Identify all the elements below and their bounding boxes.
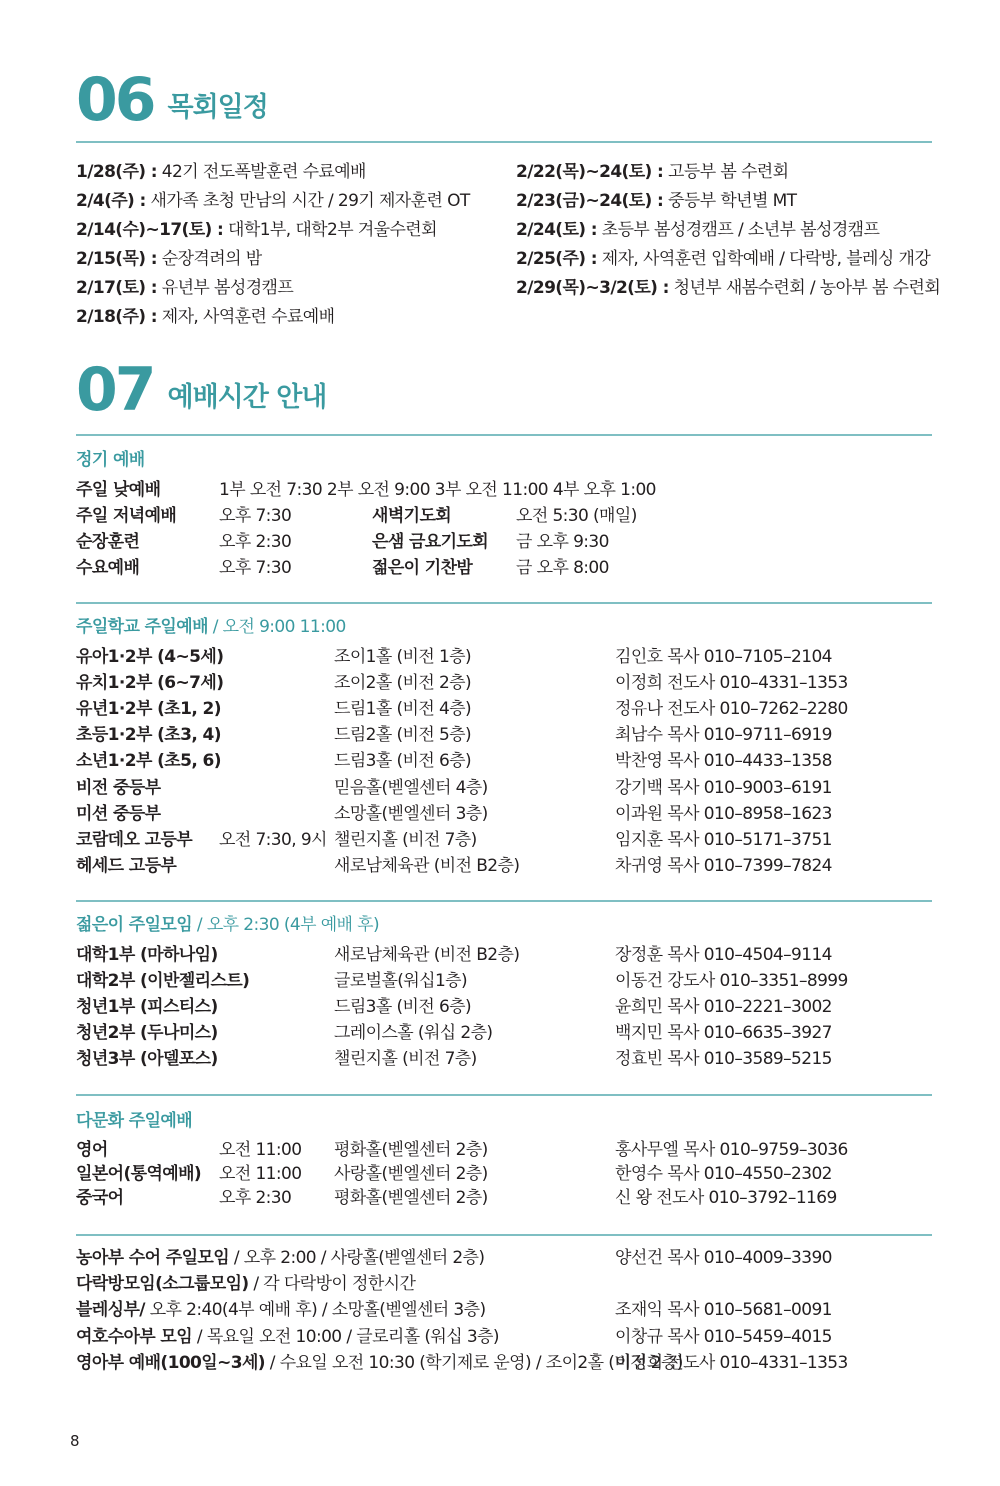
schedule-text: 제자, 사역훈련 수료예배 bbox=[156, 307, 335, 327]
schedule-item bbox=[76, 220, 437, 240]
divider bbox=[76, 900, 932, 902]
schedule-text: 초등부 봄성경캠프 / 소년부 봄성경캠프 bbox=[596, 220, 880, 240]
contact: 신 왕 전도사 010–3792–1169 bbox=[615, 1188, 837, 1208]
schedule-text: 42기 전도폭발훈련 수료예배 bbox=[156, 162, 366, 182]
section-06-header bbox=[76, 65, 268, 135]
schedule-date: 2/29(목)~3/2(토) : bbox=[516, 278, 669, 298]
group-name: 대학2부 (이반젤리스트) bbox=[76, 971, 250, 992]
divider bbox=[76, 434, 932, 436]
schedule-text: 제자, 사역훈련 입학예배 / 다락방, 블레싱 개강 bbox=[596, 249, 931, 269]
meeting-time: 오전 11:00 bbox=[219, 1140, 302, 1160]
contact: 백지민 목사 010–6635–3927 bbox=[615, 1023, 832, 1044]
contact: 이창규 목사 010–5459–4015 bbox=[615, 1326, 832, 1347]
meeting-place: 그레이스홀 (워십 2층) bbox=[334, 1023, 493, 1044]
worship-time: 오전 5:30 (매일) bbox=[516, 506, 637, 526]
schedule-date: 2/23(금)~24(토) : bbox=[516, 191, 664, 211]
schedule-text: 대학1부, 대학2부 겨울수련회 bbox=[223, 220, 437, 240]
meeting-detail: 오후 2:40(4부 예배 후) / 소망홀(벧엘센터 3층) bbox=[144, 1300, 486, 1321]
worship-name: 수요예배 bbox=[76, 558, 140, 578]
schedule-item bbox=[76, 249, 262, 269]
schedule-date: 1/28(주) : bbox=[76, 162, 157, 182]
meeting-item bbox=[76, 1353, 683, 1373]
meeting-place: 드림3홀 (비전 6층) bbox=[334, 751, 472, 772]
schedule-item bbox=[76, 278, 293, 298]
worship-name: 새벽기도회 bbox=[372, 506, 452, 526]
meeting-name: 다락방모임(소그룹모임) bbox=[76, 1274, 249, 1295]
contact: 한영수 목사 010–4550–2302 bbox=[615, 1164, 832, 1184]
meeting-place: 믿음홀(벧엘센터 4층) bbox=[334, 777, 488, 798]
meeting-name: 영아부 예배(100일~3세) bbox=[76, 1352, 265, 1373]
schedule-date: 2/15(목) : bbox=[76, 249, 157, 269]
section-number: 07 bbox=[76, 355, 154, 425]
group-name: 중국어 bbox=[76, 1188, 124, 1208]
meeting-place: 소망홀(벧엘센터 3층) bbox=[334, 803, 488, 824]
meeting-place: 챌린지홀 (비전 7층) bbox=[334, 1049, 477, 1070]
worship-name: 은샘 금요기도회 bbox=[372, 532, 489, 552]
meeting-detail: / 수요일 오전 10:30 (학기제로 운영) / 조이2홀 (비전 2층) bbox=[264, 1352, 683, 1373]
schedule-date: 2/17(토) : bbox=[76, 278, 157, 298]
meeting-detail: / 목요일 오전 10:00 / 글로리홀 (워십 3층) bbox=[192, 1326, 499, 1347]
group-name: 일본어(통역예배) bbox=[76, 1164, 202, 1184]
worship-name: 젊은이 기찬밤 bbox=[372, 558, 473, 578]
group-name: 대학1부 (마하나임) bbox=[76, 945, 218, 965]
worship-time: 금 오후 8:00 bbox=[516, 558, 609, 578]
schedule-date: 2/22(목)~24(토) : bbox=[516, 162, 664, 182]
schedule-item bbox=[516, 191, 796, 211]
section-title: 예배시간 안내 bbox=[167, 382, 327, 413]
group-name: 청년1부 (피스티스) bbox=[76, 997, 218, 1018]
contact: 장정훈 목사 010–4504–9114 bbox=[615, 945, 832, 965]
meeting-name: 농아부 수어 주일모임 bbox=[76, 1248, 230, 1268]
group-name: 코람데오 고등부 bbox=[76, 829, 193, 850]
meeting-name: 여호수아부 모임 bbox=[76, 1326, 193, 1347]
meeting-detail: / 각 다락방이 정한시간 bbox=[248, 1274, 416, 1295]
contact: 이정희 전도사 010–4331–1353 bbox=[615, 1352, 848, 1373]
meeting-place: 드림1홀 (비전 4층) bbox=[334, 699, 472, 720]
contact: 정유나 전도사 010–7262–2280 bbox=[615, 699, 848, 720]
group-name: 청년3부 (아델포스) bbox=[76, 1049, 218, 1070]
group-name: 청년2부 (두나미스) bbox=[76, 1023, 218, 1044]
group-name: 유치1·2부 (6~7세) bbox=[76, 673, 224, 694]
schedule-date: 2/4(주) : bbox=[76, 191, 146, 211]
worship-time: 오후 7:30 bbox=[219, 506, 292, 526]
group-name: 유아1·2부 (4~5세) bbox=[76, 647, 224, 667]
meeting-detail: / 오후 2:00 / 사랑홀(벧엘센터 2층) bbox=[229, 1248, 485, 1268]
worship-time: 금 오후 9:30 bbox=[516, 532, 609, 552]
meeting-place: 평화홀(벧엘센터 2층) bbox=[334, 1188, 488, 1208]
meeting-item bbox=[76, 1300, 486, 1320]
group-name: 헤세드 고등부 bbox=[76, 855, 177, 876]
schedule-date: 2/25(주) : bbox=[516, 249, 597, 269]
schedule-item bbox=[516, 249, 930, 269]
contact: 최남수 목사 010–9711–6919 bbox=[615, 725, 832, 746]
group-name: 미션 중등부 bbox=[76, 803, 161, 824]
schedule-text: 새가족 초청 만남의 시간 / 29기 제자훈련 OT bbox=[145, 191, 470, 211]
meeting-place: 사랑홀(벧엘센터 2층) bbox=[334, 1164, 488, 1184]
sunday-school-heading: 주일학교 주일예배 / 오전 9:00 11:00 bbox=[76, 617, 346, 637]
schedule-text: 고등부 봄 수련회 bbox=[663, 162, 789, 182]
page-number: 8 bbox=[70, 1432, 80, 1450]
contact: 차귀영 목사 010–7399–7824 bbox=[615, 855, 832, 876]
group-name: 초등1·2부 (초3, 4) bbox=[76, 725, 221, 746]
schedule-text: 순장격려의 밤 bbox=[156, 249, 262, 269]
schedule-date: 2/18(주) : bbox=[76, 307, 157, 327]
schedule-item bbox=[76, 191, 470, 211]
meeting-item bbox=[76, 1327, 499, 1347]
group-name: 비전 중등부 bbox=[76, 777, 161, 798]
section-number: 06 bbox=[76, 65, 154, 135]
divider bbox=[76, 1234, 932, 1236]
meeting-time: 오후 2:30 bbox=[219, 1188, 292, 1208]
schedule-item bbox=[76, 307, 334, 327]
young-adults-heading: 젊은이 주일모임 / 오후 2:30 (4부 예배 후) bbox=[76, 915, 380, 935]
meeting-place: 드림2홀 (비전 5층) bbox=[334, 725, 472, 746]
worship-time: 오후 2:30 bbox=[219, 532, 292, 552]
contact: 조재익 목사 010–5681–0091 bbox=[615, 1300, 832, 1321]
schedule-text: 중등부 학년별 MT bbox=[663, 191, 797, 211]
divider bbox=[76, 141, 932, 143]
meeting-place: 조이1홀 (비전 1층) bbox=[334, 647, 472, 667]
divider bbox=[76, 602, 932, 604]
multicultural-heading: 다문화 주일예배 bbox=[76, 1111, 193, 1131]
meeting-time: 오전 7:30, 9시 bbox=[219, 829, 327, 850]
schedule-item bbox=[76, 162, 366, 182]
group-name: 유년1·2부 (초1, 2) bbox=[76, 699, 221, 720]
meeting-item bbox=[76, 1248, 484, 1268]
schedule-text: 유년부 봄성경캠프 bbox=[156, 278, 294, 298]
contact: 양선건 목사 010–4009–3390 bbox=[615, 1248, 832, 1268]
contact: 이정희 전도사 010–4331–1353 bbox=[615, 673, 848, 694]
group-name: 소년1·2부 (초5, 6) bbox=[76, 751, 221, 772]
contact: 임지훈 목사 010–5171–3751 bbox=[615, 829, 832, 850]
contact: 홍사무엘 목사 010–9759–3036 bbox=[615, 1140, 848, 1160]
regular-worship-heading: 정기 예배 bbox=[76, 450, 145, 470]
section-title: 목회일정 bbox=[167, 92, 268, 123]
meeting-place: 조이2홀 (비전 2층) bbox=[334, 673, 472, 694]
section-07-header bbox=[76, 355, 327, 425]
schedule-item bbox=[516, 278, 940, 298]
contact: 이과원 목사 010–8958–1623 bbox=[615, 803, 832, 824]
meeting-place: 글로벌홀(워십1층) bbox=[334, 971, 468, 992]
divider bbox=[76, 1094, 932, 1096]
meeting-time: 오전 11:00 bbox=[219, 1164, 302, 1184]
schedule-item bbox=[516, 162, 788, 182]
contact: 이동건 강도사 010–3351–8999 bbox=[615, 971, 848, 992]
worship-name: 주일 낮예배 bbox=[76, 480, 161, 500]
meeting-place: 챌린지홀 (비전 7층) bbox=[334, 829, 477, 850]
contact: 정효빈 목사 010–3589–5215 bbox=[615, 1049, 832, 1070]
contact: 강기백 목사 010–9003–6191 bbox=[615, 777, 832, 798]
meeting-item bbox=[76, 1274, 415, 1294]
schedule-text: 청년부 새봄수련회 / 농아부 봄 수련회 bbox=[668, 278, 941, 298]
contact: 박찬영 목사 010–4433–1358 bbox=[615, 751, 832, 772]
worship-name: 순장훈련 bbox=[76, 532, 140, 552]
worship-time: 1부 오전 7:30 2부 오전 9:00 3부 오전 11:00 4부 오후 1:00 bbox=[219, 480, 656, 500]
meeting-name: 블레싱부/ bbox=[76, 1300, 145, 1321]
worship-name: 주일 저녁예배 bbox=[76, 506, 177, 526]
meeting-place: 새로남체육관 (비전 B2층) bbox=[334, 855, 520, 876]
meeting-place: 새로남체육관 (비전 B2층) bbox=[334, 945, 520, 965]
contact: 윤희민 목사 010–2221–3002 bbox=[615, 997, 832, 1018]
worship-time: 오후 7:30 bbox=[219, 558, 292, 578]
schedule-date: 2/24(토) : bbox=[516, 220, 597, 240]
meeting-place: 드림3홀 (비전 6층) bbox=[334, 997, 472, 1018]
group-name: 영어 bbox=[76, 1140, 108, 1160]
schedule-date: 2/14(수)~17(토) : bbox=[76, 220, 224, 240]
contact: 김인호 목사 010–7105–2104 bbox=[615, 647, 832, 667]
meeting-place: 평화홀(벧엘센터 2층) bbox=[334, 1140, 488, 1160]
schedule-item bbox=[516, 220, 879, 240]
